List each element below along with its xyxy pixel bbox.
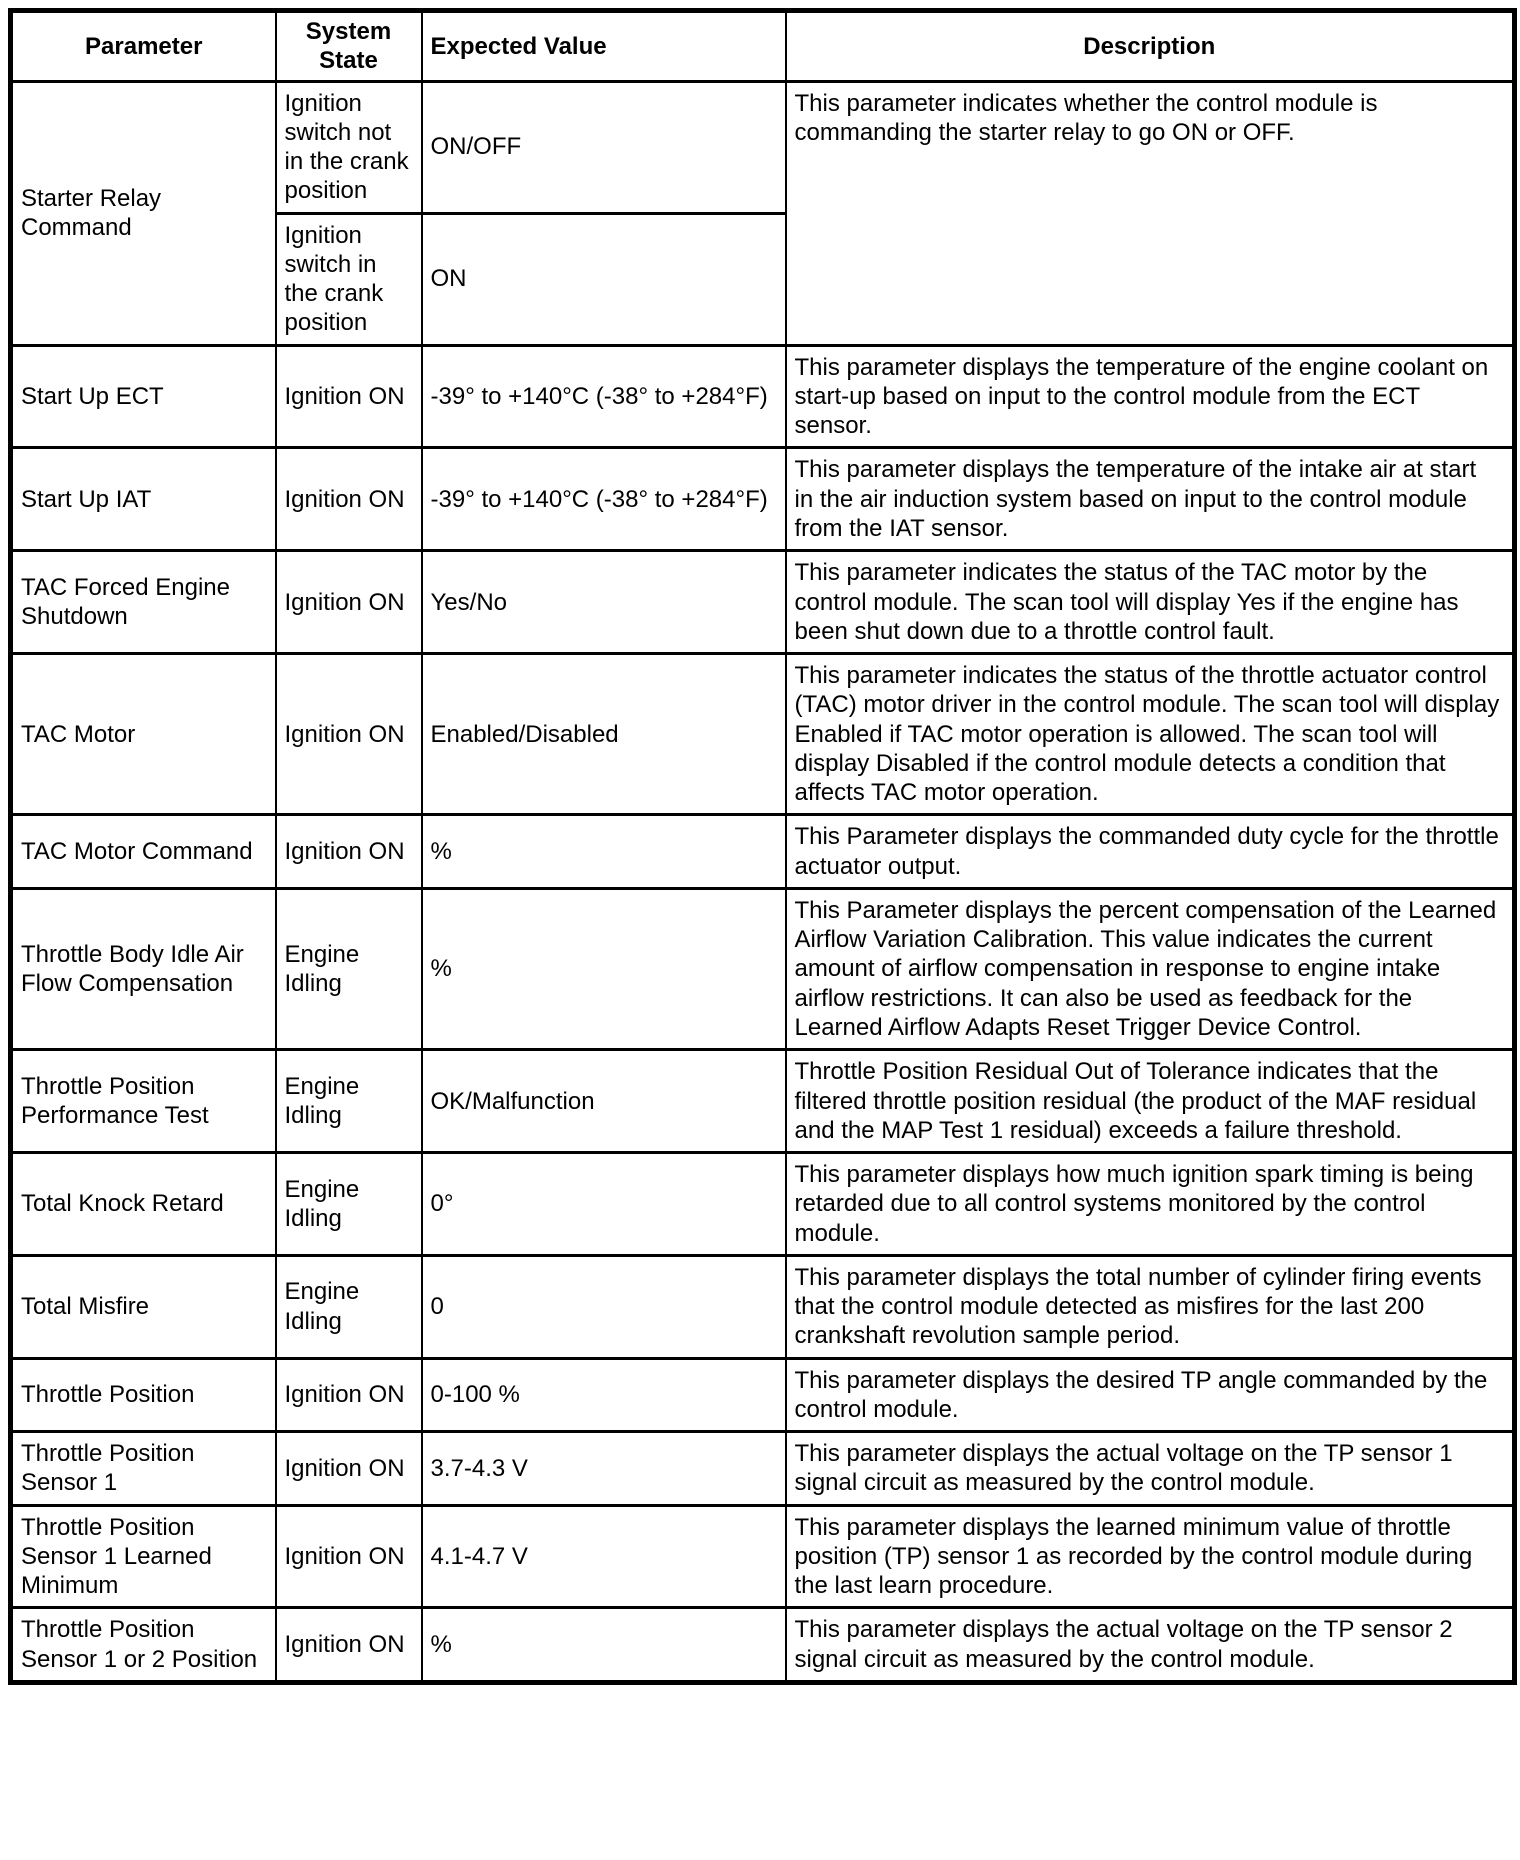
table-row	[11, 1432, 1515, 1506]
desc-cell: This parameter displays the desired TP angle commanded by the control module.	[786, 1358, 1515, 1432]
expected-cell: 0	[422, 1255, 786, 1358]
table-row	[11, 888, 1515, 1049]
desc-cell: This parameter displays how much ignition spark timing is being retarded due to all control systems monitored by the control module.	[786, 1153, 1515, 1256]
expected-cell: %	[422, 888, 786, 1049]
state-cell: Ignition ON	[276, 1432, 422, 1506]
expected-cell: -39° to +140°C (-38° to +284°F)	[422, 345, 786, 448]
param-cell: Throttle Body Idle Air Flow Compensation	[11, 888, 276, 1049]
param-cell: TAC Motor	[11, 654, 276, 815]
table-row	[11, 1050, 1515, 1153]
param-cell: TAC Motor Command	[11, 815, 276, 889]
desc-cell: This parameter displays the learned minimum value of throttle position (TP) sensor 1 as recorded by the control module during the last learn procedure.	[786, 1505, 1515, 1608]
desc-cell: Throttle Position Residual Out of Tolerance indicates that the filtered throttle position residual (the product of the MAF residual and the MAP Test 1 residual) exceeds a failure threshold.	[786, 1050, 1515, 1153]
expected-cell: %	[422, 815, 786, 889]
desc-cell: This parameter displays the actual voltage on the TP sensor 1 signal circuit as measured by the control module.	[786, 1432, 1515, 1506]
expected-cell: Enabled/Disabled	[422, 654, 786, 815]
expected-cell: Yes/No	[422, 551, 786, 654]
table-row	[11, 1505, 1515, 1608]
state-cell: Engine Idling	[276, 1255, 422, 1358]
param-cell: Throttle Position Sensor 1 or 2 Position	[11, 1608, 276, 1683]
table-row	[11, 1255, 1515, 1358]
state-cell: Ignition ON	[276, 815, 422, 889]
param-cell: Throttle Position Sensor 1 Learned Minimum	[11, 1505, 276, 1608]
expected-cell: ON/OFF	[422, 81, 786, 213]
expected-cell: 4.1-4.7 V	[422, 1505, 786, 1608]
table-row	[11, 654, 1515, 815]
table-row	[11, 815, 1515, 889]
table-row	[11, 1608, 1515, 1683]
expected-cell: 0-100 %	[422, 1358, 786, 1432]
param-cell: Throttle Position Performance Test	[11, 1050, 276, 1153]
state-cell: Ignition ON	[276, 448, 422, 551]
desc-cell: This parameter indicates the status of the TAC motor by the control module. The scan tool will display Yes if the engine has been shut down due to a throttle control fault.	[786, 551, 1515, 654]
table-row	[11, 1358, 1515, 1432]
param-cell: TAC Forced Engine Shutdown	[11, 551, 276, 654]
state-cell: Ignition ON	[276, 1608, 422, 1683]
state-cell: Ignition ON	[276, 551, 422, 654]
col-header-system-state: System State	[276, 11, 422, 82]
param-cell: Total Knock Retard	[11, 1153, 276, 1256]
state-cell: Ignition ON	[276, 1505, 422, 1608]
desc-cell: This parameter indicates the status of the throttle actuator control (TAC) motor driver in the control module. The scan tool will display Enabled if TAC motor operation is allowed. The scan tool will display Disabled if the control module detects a condition that affects TAC motor operation.	[786, 654, 1515, 815]
expected-cell: ON	[422, 213, 786, 345]
desc-cell: This parameter displays the temperature of the engine coolant on start-up based on input to the control module from the ECT sensor.	[786, 345, 1515, 448]
desc-cell: This parameter displays the total number of cylinder firing events that the control module detected as misfires for the last 200 crankshaft revolution sample period.	[786, 1255, 1515, 1358]
param-cell: Start Up IAT	[11, 448, 276, 551]
expected-cell: -39° to +140°C (-38° to +284°F)	[422, 448, 786, 551]
expected-cell: %	[422, 1608, 786, 1683]
header-row	[11, 11, 1515, 82]
table-row	[11, 448, 1515, 551]
state-cell: Ignition ON	[276, 1358, 422, 1432]
expected-cell: 0°	[422, 1153, 786, 1256]
table-row	[11, 1153, 1515, 1256]
param-cell: Throttle Position Sensor 1	[11, 1432, 276, 1506]
table-row-starter-relay-a	[11, 81, 1515, 213]
col-header-expected-value: Expected Value	[422, 11, 786, 82]
desc-cell: This parameter indicates whether the control module is commanding the starter relay to go ON or OFF.	[786, 81, 1515, 345]
param-cell: Starter Relay Command	[11, 81, 276, 345]
col-header-parameter: Parameter	[11, 11, 276, 82]
state-cell: Ignition switch in the crank position	[276, 213, 422, 345]
param-cell: Total Misfire	[11, 1255, 276, 1358]
col-header-description: Description	[786, 11, 1515, 82]
state-cell: Ignition ON	[276, 345, 422, 448]
param-cell: Start Up ECT	[11, 345, 276, 448]
expected-cell: 3.7-4.3 V	[422, 1432, 786, 1506]
table-row	[11, 551, 1515, 654]
desc-cell: This parameter displays the temperature of the intake air at start in the air induction system based on input to the control module from the IAT sensor.	[786, 448, 1515, 551]
state-cell: Engine Idling	[276, 1153, 422, 1256]
expected-cell: OK/Malfunction	[422, 1050, 786, 1153]
param-cell: Throttle Position	[11, 1358, 276, 1432]
desc-cell: This Parameter displays the percent compensation of the Learned Airflow Variation Calibration. This value indicates the current amount of airflow compensation in response to engine intake airflow restrictions. It can also be used as feedback for the Learned Airflow Adapts Reset Trigger Device Control.	[786, 888, 1515, 1049]
state-cell: Engine Idling	[276, 1050, 422, 1153]
desc-cell: This Parameter displays the commanded duty cycle for the throttle actuator output.	[786, 815, 1515, 889]
state-cell: Ignition switch not in the crank position	[276, 81, 422, 213]
scan-tool-parameter-table	[8, 8, 1517, 1685]
state-cell: Ignition ON	[276, 654, 422, 815]
desc-cell: This parameter displays the actual voltage on the TP sensor 2 signal circuit as measured by the control module.	[786, 1608, 1515, 1683]
table-row	[11, 345, 1515, 448]
state-cell: Engine Idling	[276, 888, 422, 1049]
